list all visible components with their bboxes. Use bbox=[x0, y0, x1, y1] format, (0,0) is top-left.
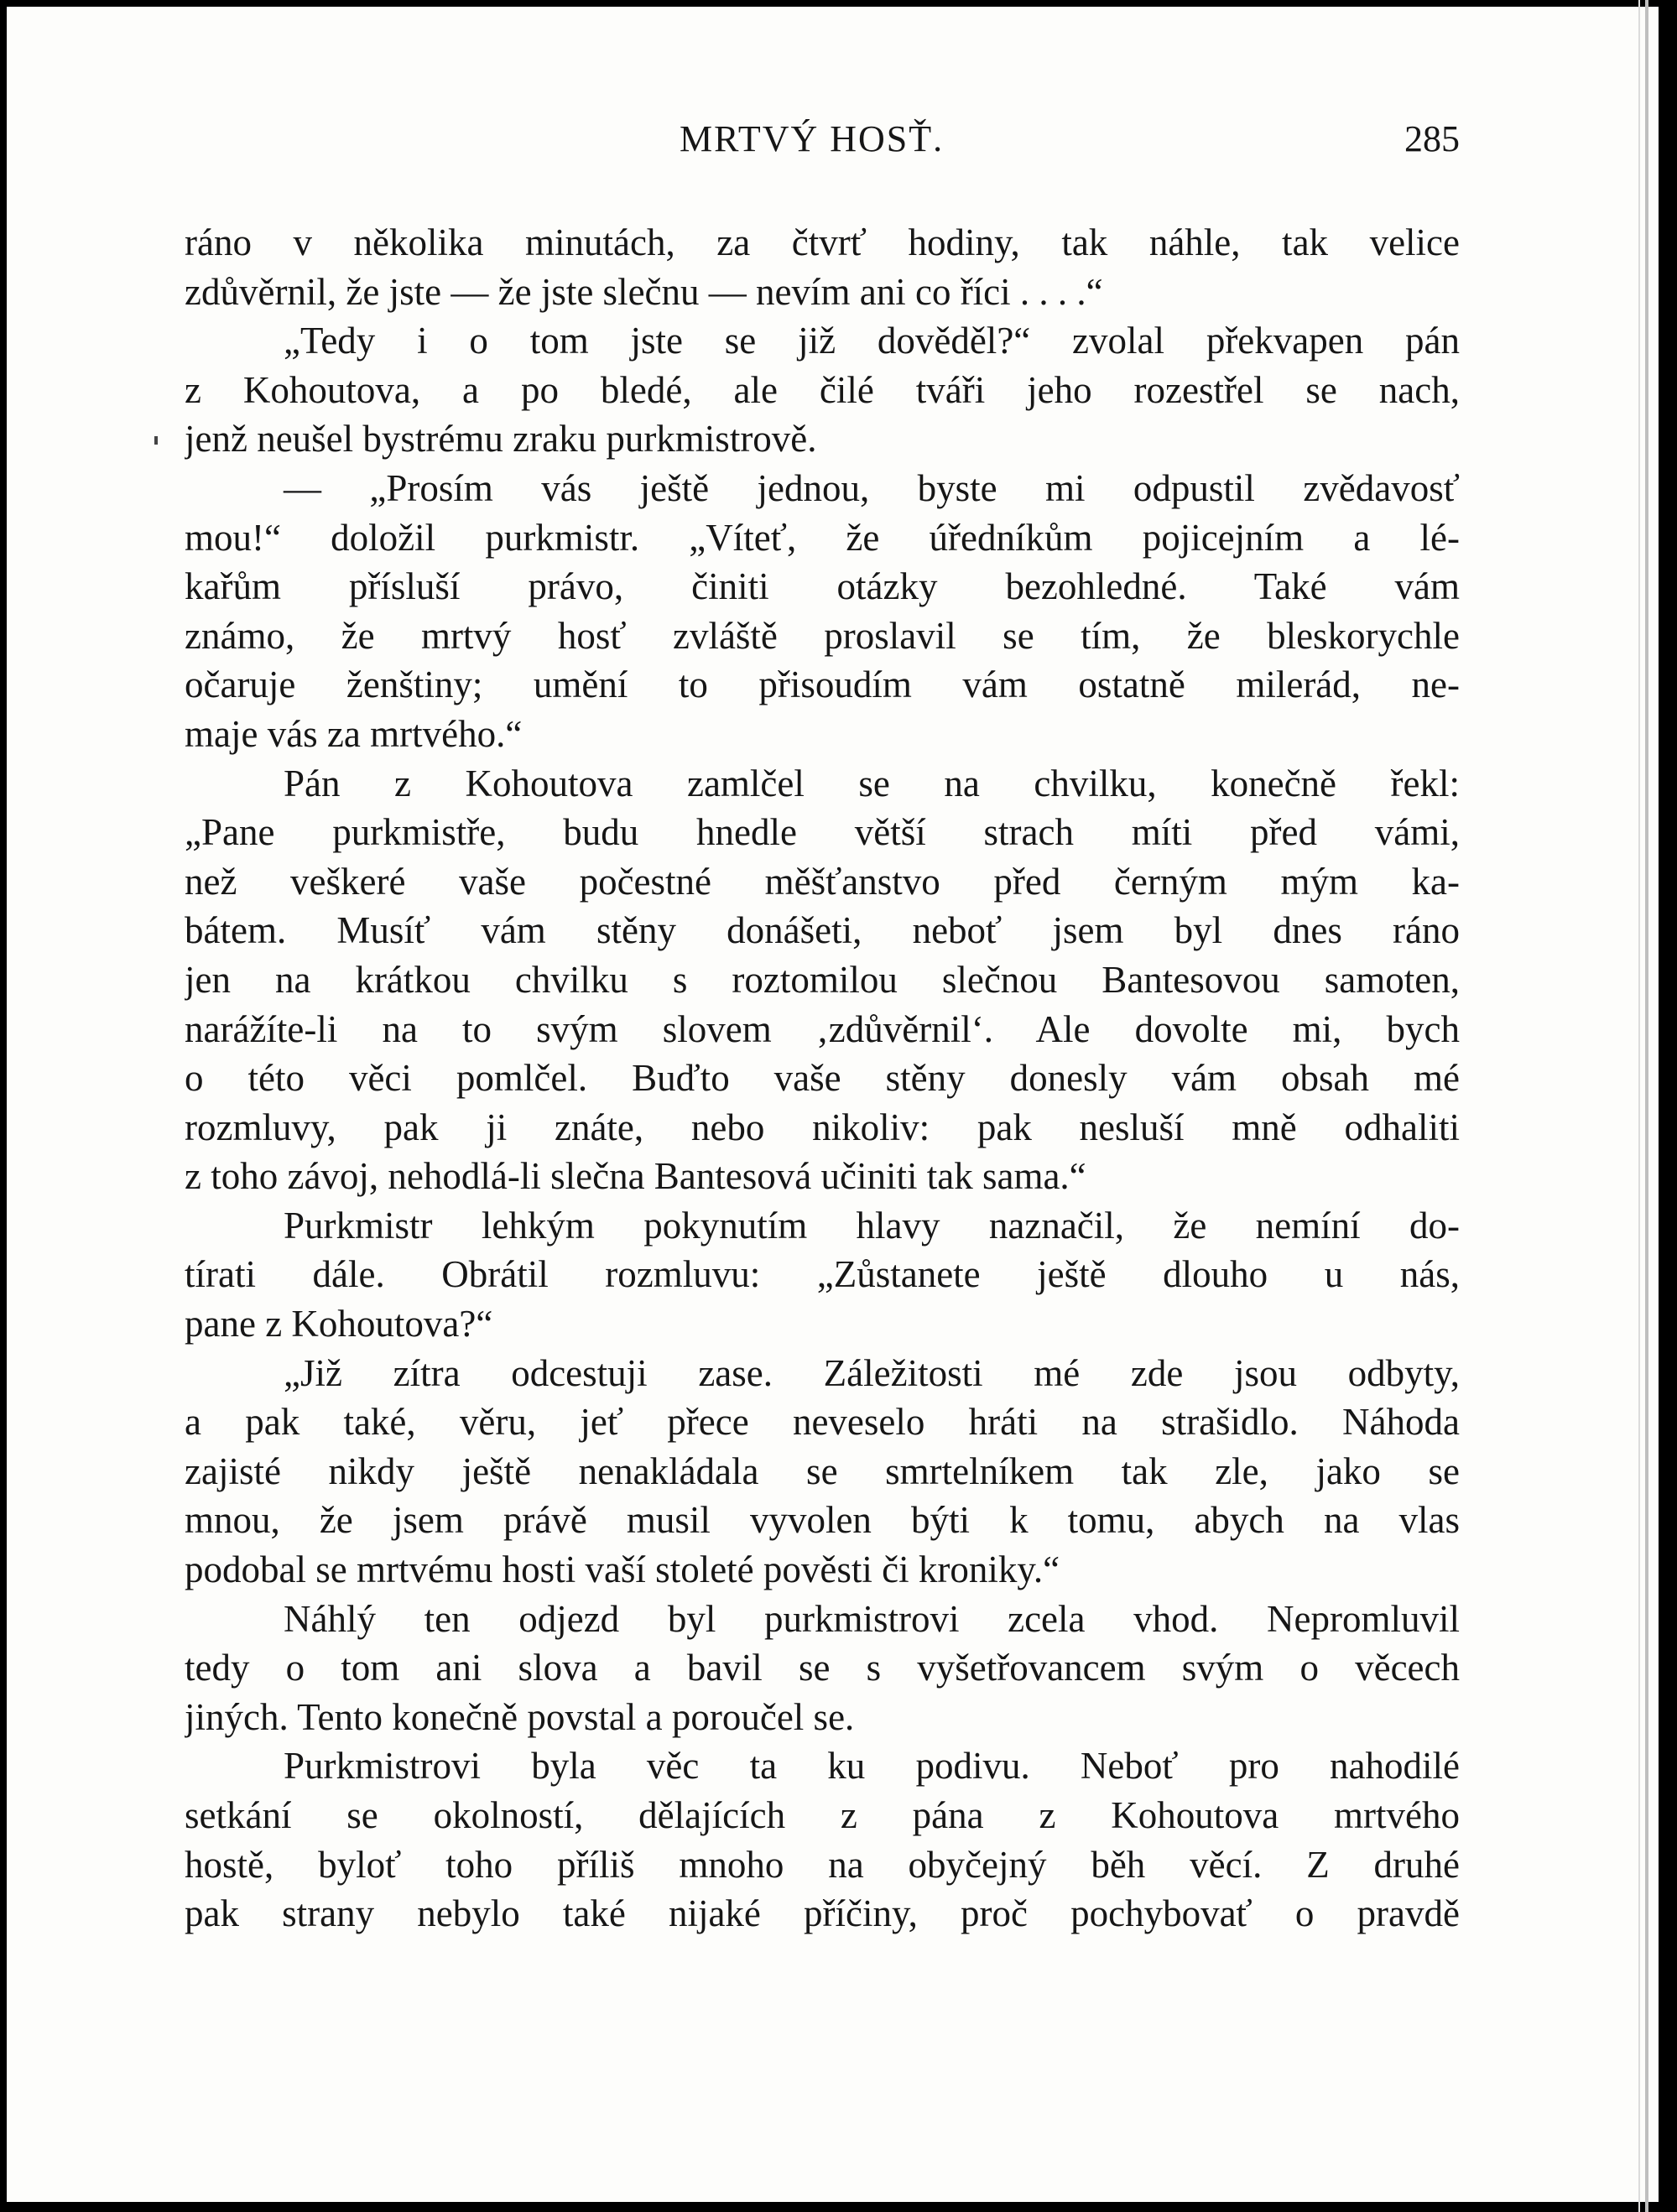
text-line: maje vás za mrtvého.“ bbox=[185, 712, 523, 755]
text-line: ráno v několika minutách, za čtvrť hodiny, tak náhle, tak velice bbox=[185, 221, 1460, 263]
text-line: kařům přísluší právo, činiti otázky bezohledné. Také vám bbox=[185, 565, 1460, 608]
scan-speck bbox=[154, 436, 158, 445]
page-edge bbox=[1645, 0, 1648, 2212]
text-line: Pán z Kohoutova zamlčel se na chvilku, konečně řekl: bbox=[284, 762, 1460, 804]
text-line: jen na krátkou chvilku s roztomilou slečnou Bantesovou samoten, bbox=[185, 958, 1460, 1001]
text-line: pane z Kohoutova?“ bbox=[185, 1303, 493, 1345]
text-line: známo, že mrtvý hosť zvláště proslavil se tím, že bleskorychle bbox=[185, 614, 1460, 657]
text-line: „Pane purkmistře, budu hnedle větší strach míti před vámi, bbox=[185, 811, 1460, 854]
text-line: zdůvěrnil, že jste — že jste slečnu — nevím ani co říci . . . .“ bbox=[185, 270, 1103, 313]
text-line: o této věci pomlčel. Buďto vaše stěny donesly vám obsah mé bbox=[185, 1057, 1460, 1100]
text-line: tírati dále. Obrátil rozmluvu: „Zůstanete ještě dlouho u nás, bbox=[185, 1253, 1460, 1296]
text-line: Náhlý ten odjezd byl purkmistrovi zcela vhod. Nepromluvil bbox=[284, 1597, 1460, 1640]
text-line: Purkmistr lehkým pokynutím hlavy naznačil, že nemíní do- bbox=[284, 1204, 1460, 1247]
text-line: mnou, že jsem právě musil vyvolen býti k tomu, abych na vlas bbox=[185, 1499, 1460, 1542]
text-line: — „Prosím vás ještě jednou, byste mi odpustil zvědavosť bbox=[284, 466, 1460, 509]
text-line: Purkmistrovi byla věc ta ku podivu. Neboť pro nahodilé bbox=[284, 1745, 1460, 1788]
text-line: bátem. Musíť vám stěny donášeti, neboť jsem byl dnes ráno bbox=[185, 909, 1460, 952]
text-block bbox=[185, 218, 1460, 1939]
text-line: z Kohoutova, a po bledé, ale čilé tváři jeho rozestřel se nach, bbox=[185, 368, 1460, 411]
text-line: a pak také, věru, jeť přece neveselo hráti na strašidlo. Náhoda bbox=[185, 1401, 1460, 1444]
chapter-title: MRTVÝ HOSŤ. bbox=[680, 118, 945, 159]
text-line: rozmluvy, pak ji znáte, nebo nikoliv: pak nesluší mně odhaliti bbox=[185, 1106, 1460, 1148]
text-line: než veškeré vaše počestné měšťanstvo před černým mým ka- bbox=[185, 860, 1460, 903]
text-line: zajisté nikdy ještě nenakládala se smrtelníkem tak zle, jako se bbox=[185, 1450, 1460, 1492]
text-line: „Již zítra odcestuji zase. Záležitosti mé zde jsou odbyty, bbox=[284, 1351, 1460, 1394]
text-line: tedy o tom ani slova a bavil se s vyšetřovancem svým o věcech bbox=[185, 1647, 1460, 1689]
page-edge-inner bbox=[1638, 0, 1640, 2212]
running-head bbox=[185, 117, 1460, 168]
text-line: očaruje ženštiny; umění to přisoudím vám ostatně milerád, ne- bbox=[185, 664, 1460, 706]
text-line: z toho závoj, nehodlá-li slečna Bantesová učiniti tak sama.“ bbox=[185, 1155, 1086, 1198]
text-line: „Tedy i o tom jste se již dověděl?“ zvolal překvapen pán bbox=[284, 320, 1460, 362]
text-line: podobal se mrtvému hosti vaší stoleté pověsti či kroniky.“ bbox=[185, 1548, 1060, 1591]
page-number: 285 bbox=[1404, 118, 1460, 159]
text-line: jiných. Tento konečně povstal a poroučel se. bbox=[185, 1695, 855, 1738]
text-line: pak strany nebylo také nijaké příčiny, proč pochybovať o pravdě bbox=[185, 1892, 1460, 1935]
text-line: narážíte-li na to svým slovem ‚zdůvěrnil‘. Ale dovolte mi, bych bbox=[185, 1007, 1460, 1050]
text-line: mou!“ doložil purkmistr. „Víteť, že úředníkům pojicejním a lé- bbox=[185, 516, 1460, 559]
text-line: hostě, byloť toho příliš mnoho na obyčejný běh věcí. Z druhé bbox=[185, 1843, 1460, 1886]
text-line: setkání se okolností, dělajících z pána z Kohoutova mrtvého bbox=[185, 1794, 1460, 1836]
text-line: jenž neušel bystrému zraku purkmistrově. bbox=[185, 418, 817, 461]
